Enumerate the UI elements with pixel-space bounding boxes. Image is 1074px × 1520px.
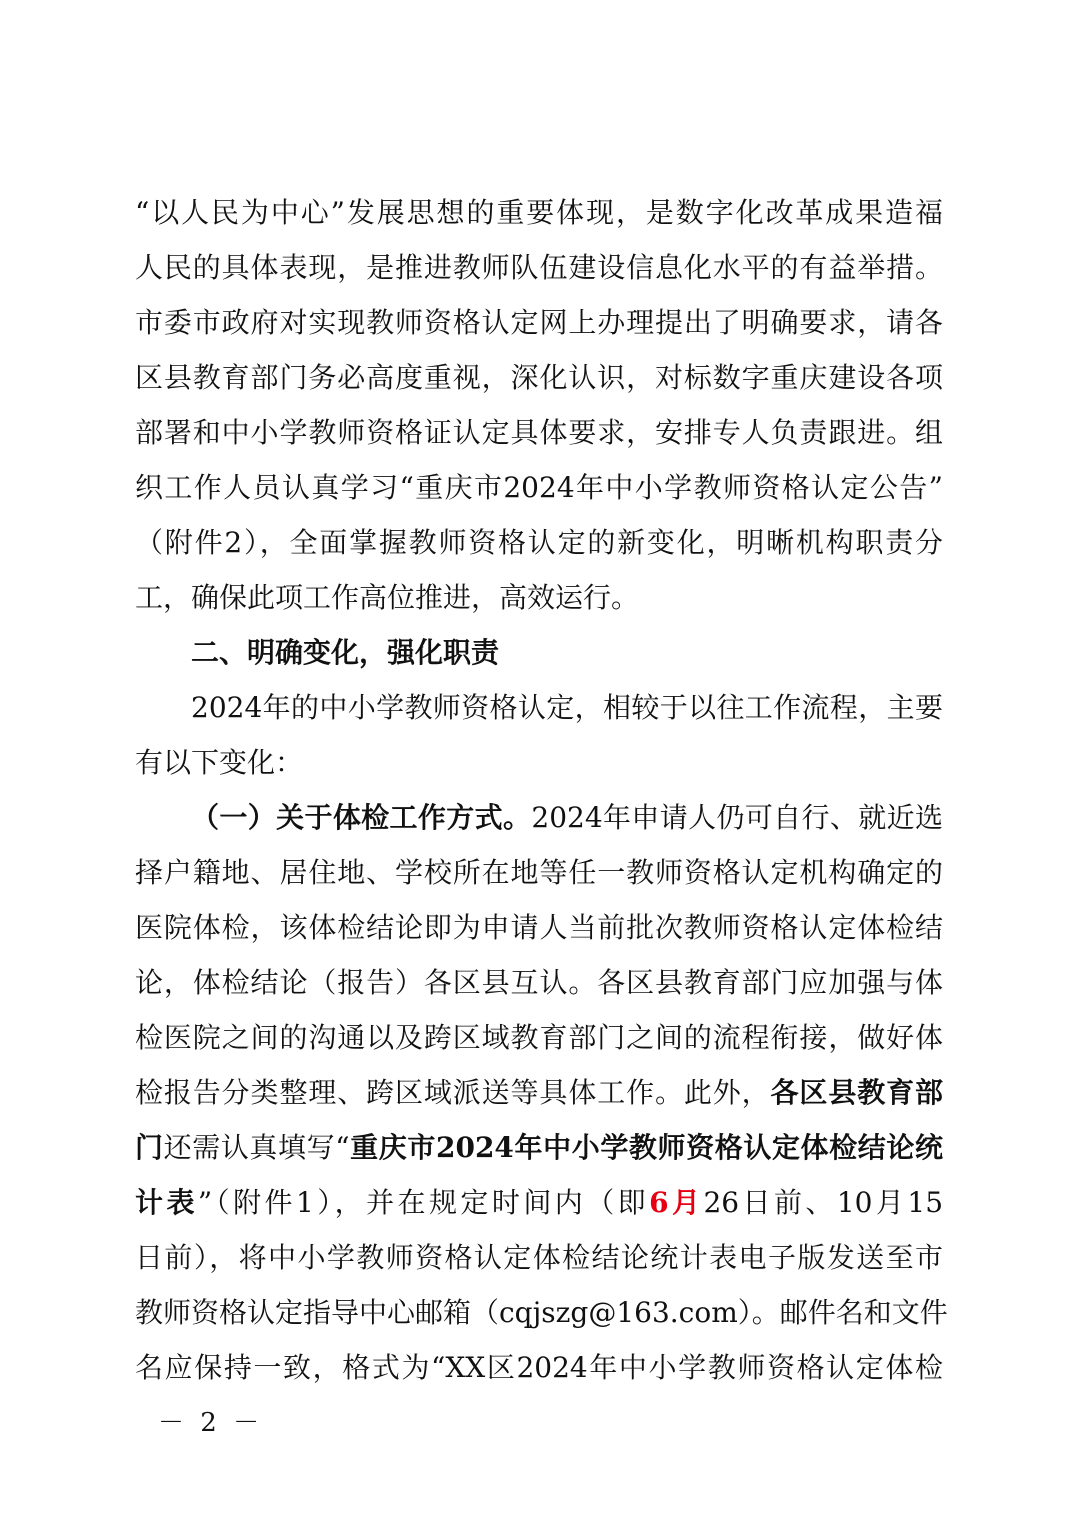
- highlighted-date: 6月: [649, 1186, 704, 1219]
- paragraph-line: 检医院之间的沟通以及跨区域教育部门之间的流程衔接，做好体: [135, 1021, 943, 1054]
- bold-text-run: 重庆市2024年中小学教师资格认定体检结论统: [349, 1131, 943, 1164]
- paragraph-line: 名应保持一致，格式为“XX区2024年中小学教师资格认定体检: [135, 1351, 943, 1384]
- section-heading: 二、明确变化，强化职责: [191, 636, 500, 669]
- bold-text-run: 计表: [135, 1186, 198, 1219]
- paragraph-line: 择户籍地、居住地、学校所在地等任一教师资格认定机构确定的: [135, 856, 943, 889]
- bold-text-run: 门: [135, 1131, 164, 1164]
- bold-text-run: 各区县教育部: [770, 1076, 943, 1109]
- item-first-line: [191, 796, 943, 840]
- item-text: 2024年申请人仍可自行、就近选: [531, 801, 943, 834]
- paragraph-line: 部署和中小学教师资格证认定具体要求，安排专人负责跟进。组: [135, 416, 943, 449]
- page-number: － 2 －: [158, 1408, 264, 1438]
- paragraph-line: 教师资格认定指导中心邮箱（cqjszg@163.com）。邮件名和文件: [135, 1296, 948, 1329]
- paragraph-line: 论，体检结论（报告）各区县互认。各区县教育部门应加强与体: [135, 966, 943, 999]
- paragraph-line: 2024年的中小学教师资格认定，相较于以往工作流程，主要: [191, 691, 943, 724]
- paragraph-line: [135, 1071, 943, 1115]
- paragraph-line: 工，确保此项工作高位推进，高效运行。: [135, 581, 640, 614]
- paragraph-line: （附件2），全面掌握教师资格认定的新变化，明晰机构职责分: [135, 526, 943, 559]
- paragraph-line: 人民的具体表现，是推进教师队伍建设信息化水平的有益举措。: [135, 251, 943, 284]
- paragraph-line: 医院体检，该体检结论即为申请人当前批次教师资格认定体检结: [135, 911, 943, 944]
- paragraph-line: [135, 1126, 943, 1170]
- text-run: 检报告分类整理、跨区域派送等具体工作。此外，: [135, 1076, 771, 1109]
- paragraph-line: “以人民为中心”发展思想的重要体现，是数字化改革成果造福: [135, 196, 943, 229]
- paragraph-line: 有以下变化：: [135, 746, 304, 779]
- paragraph-line: 区县教育部门务必高度重视，深化认识，对标数字重庆建设各项: [135, 361, 943, 394]
- item-title: （一）关于体检工作方式。: [191, 801, 532, 834]
- text-run: 26日前、10月15: [703, 1186, 944, 1219]
- paragraph-line: [135, 1181, 943, 1225]
- paragraph-line: 市委市政府对实现教师资格认定网上办理提出了明确要求，请各: [135, 306, 943, 339]
- paragraph-line: 日前），将中小学教师资格认定体检结论统计表电子版发送至市: [135, 1241, 943, 1274]
- text-run: 还需认真填写“: [163, 1131, 350, 1164]
- text-run: ”（附件1），并在规定时间内（即: [197, 1186, 650, 1219]
- paragraph-line: 织工作人员认真学习“重庆市2024年中小学教师资格认定公告”: [135, 471, 943, 504]
